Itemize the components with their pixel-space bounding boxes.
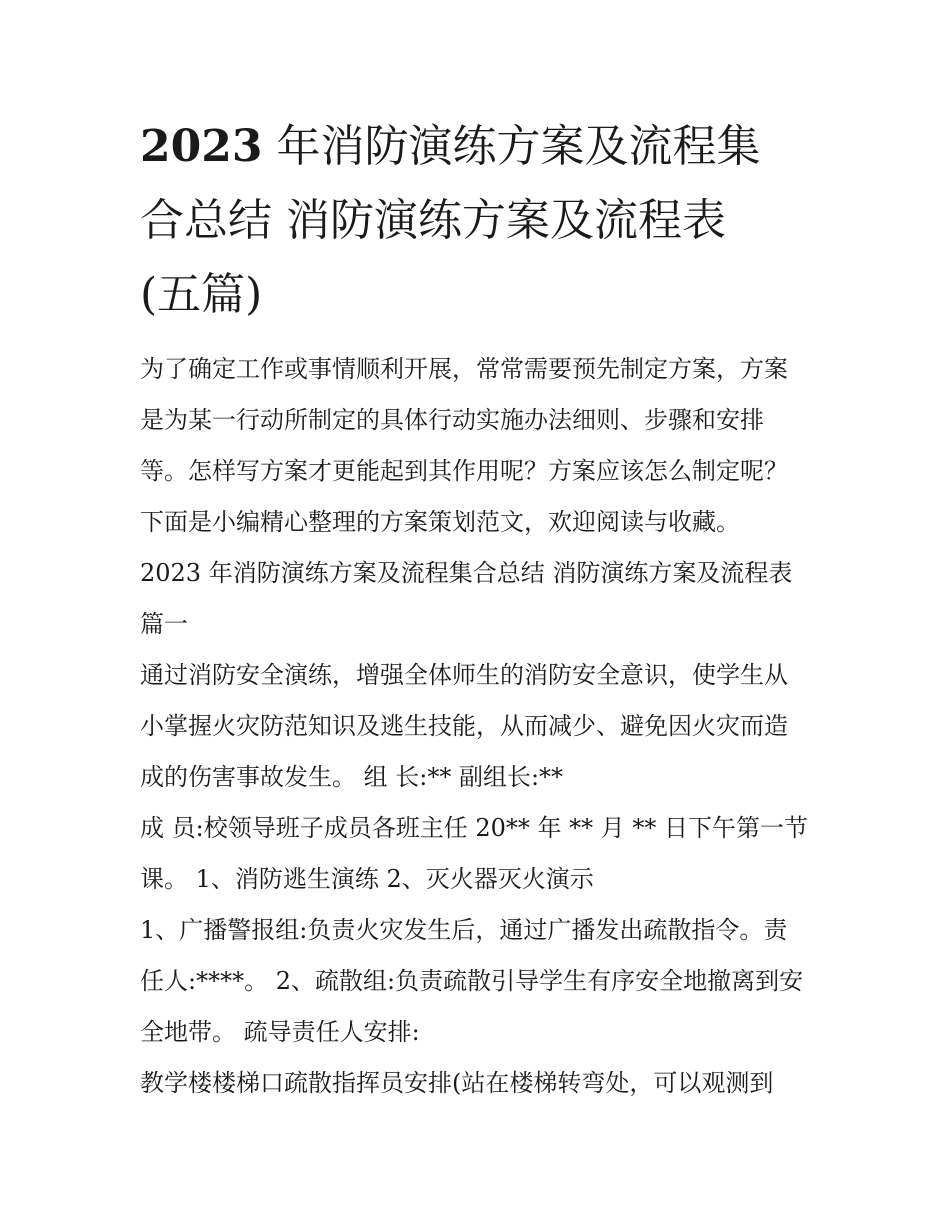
body-line: 小掌握火灾防范知识及逃生技能，从而减少、避免因火灾而造 bbox=[140, 712, 788, 740]
body-line: 成 员:校领导班子成员各班主任 20** 年 ** 月 ** 日下午第一节 bbox=[140, 814, 809, 842]
title-line-2: 合总结 消防演练方案及流程表 bbox=[140, 195, 726, 246]
document-page bbox=[140, 110, 820, 1109]
body-line: 全地带。 疏导责任人安排: bbox=[140, 1018, 420, 1046]
section-title-line: 2023 年消防演练方案及流程集合总结 消防演练方案及流程表 bbox=[140, 559, 793, 587]
title-line-1-text: 年消防演练方案及流程集 bbox=[276, 121, 761, 172]
intro-line: 是为某一行动所制定的具体行动实施办法细则、步骤和安排 bbox=[140, 406, 764, 434]
body-line: 教学楼楼梯口疏散指挥员安排(站在楼梯转弯处，可以观测到 bbox=[140, 1069, 774, 1097]
intro-paragraph bbox=[140, 344, 820, 548]
intro-line: 为了确定工作或事情顺利开展，常常需要预先制定方案，方案 bbox=[140, 355, 788, 383]
title-line-3: (五篇) bbox=[140, 269, 263, 320]
body-line: 1、广播警报组:负责火灾发生后，通过广播发出疏散指令。责 bbox=[140, 916, 788, 944]
intro-line: 下面是小编精心整理的方案策划范文，欢迎阅读与收藏。 bbox=[140, 508, 740, 536]
document-title bbox=[140, 110, 820, 332]
body-line: 课。 1、消防逃生演练 2、灭火器灭火演示 bbox=[140, 865, 594, 893]
title-line-1 bbox=[140, 110, 820, 184]
body-paragraph bbox=[140, 650, 820, 1109]
body-line: 成的伤害事故发生。 组 长:** 副组长:** bbox=[140, 763, 564, 791]
body-line: 任人:****。 2、疏散组:负责疏散引导学生有序安全地撤离到安 bbox=[140, 967, 804, 995]
section-title-line: 篇一 bbox=[140, 610, 188, 638]
title-year: 2023 bbox=[140, 121, 263, 172]
body-line: 通过消防安全演练，增强全体师生的消防安全意识，使学生从 bbox=[140, 661, 788, 689]
section-heading bbox=[140, 548, 820, 650]
intro-line: 等。怎样写方案才更能起到其作用呢？方案应该怎么制定呢？ bbox=[140, 457, 788, 485]
